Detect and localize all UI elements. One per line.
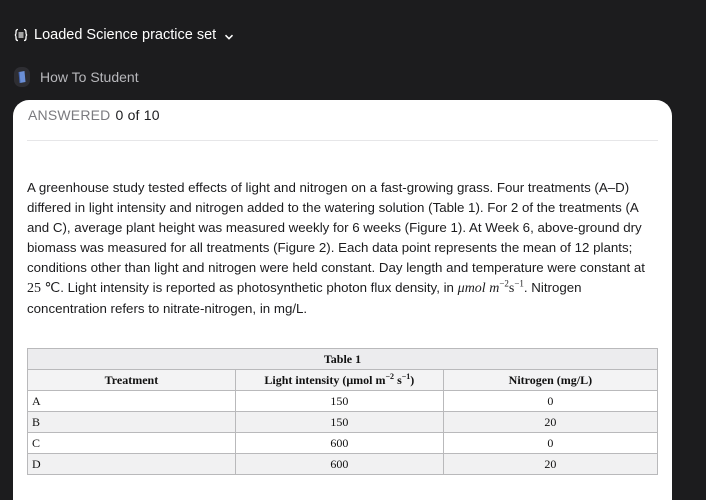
light-unit-mid: s xyxy=(508,281,515,296)
light-header-s: s xyxy=(394,373,402,387)
table-row xyxy=(28,454,658,475)
answered-counter xyxy=(28,107,160,123)
cell-nitrogen: 0 xyxy=(443,433,657,454)
table-row xyxy=(28,412,658,433)
cell-treatment: D xyxy=(28,454,236,475)
light-header-exp2: −1 xyxy=(401,372,411,381)
passage-body: A greenhouse study tested effects of light and nitrogen on a fast-growing grass. Four treatments (A–D) differed in light intensity and nitrogen added to the watering solution (Table 1). For 2 of the treatments (A and C), average plant height was measured weekly for 6 weeks (Figure 1). At Week 6, above-ground dry biomass was measured for all treatments (Figure 2). Each data point represents the mean of 12 plants; conditions other than light and nitrogen were held constant. Day length and temperature were constant at xyxy=(27,180,645,275)
book-icon xyxy=(14,67,30,87)
table-row xyxy=(28,433,658,454)
cell-treatment: C xyxy=(28,433,236,454)
cell-nitrogen: 20 xyxy=(443,412,657,433)
passage-light-text: . Light intensity is reported as photosynthetic photon flux density, in xyxy=(60,280,454,295)
column-header-treatment: Treatment xyxy=(28,370,236,391)
column-header-light xyxy=(235,370,443,391)
passage-nitrogen-text: . Nitrogen concentration refers to nitrate-nitrogen, in mg/L. xyxy=(27,280,582,316)
source-attribution xyxy=(14,66,139,88)
light-unit-base: μmol m xyxy=(457,281,500,296)
light-unit-exp1: −2 xyxy=(499,278,509,289)
table-row xyxy=(28,391,658,412)
divider xyxy=(27,140,658,141)
table-1 xyxy=(27,348,658,475)
cell-light: 150 xyxy=(235,391,443,412)
practice-set-selector[interactable] xyxy=(14,24,234,46)
column-header-nitrogen: Nitrogen (mg/L) xyxy=(443,370,657,391)
light-unit xyxy=(457,278,524,296)
light-header-exp1: −2 xyxy=(385,372,395,381)
chevron-down-icon xyxy=(224,30,234,40)
cell-treatment: A xyxy=(28,391,236,412)
cell-nitrogen: 0 xyxy=(443,391,657,412)
list-icon xyxy=(14,28,28,42)
answered-count: 0 of 10 xyxy=(115,107,160,123)
practice-set-title: Loaded Science practice set xyxy=(34,27,217,43)
answered-label: ANSWERED xyxy=(28,107,111,123)
cell-light: 150 xyxy=(235,412,443,433)
table-caption: Table 1 xyxy=(28,349,658,370)
question-card xyxy=(13,100,672,500)
source-name: How To Student xyxy=(40,69,139,85)
cell-light: 600 xyxy=(235,454,443,475)
cell-treatment: B xyxy=(28,412,236,433)
temperature-value: 25 ℃ xyxy=(27,281,61,296)
cell-light: 600 xyxy=(235,433,443,454)
cell-nitrogen: 20 xyxy=(443,454,657,475)
light-header-text: Light intensity (μmol m xyxy=(264,373,386,387)
light-header-close: ) xyxy=(410,373,415,387)
light-unit-exp2: −1 xyxy=(514,278,524,289)
passage-text xyxy=(27,178,652,319)
